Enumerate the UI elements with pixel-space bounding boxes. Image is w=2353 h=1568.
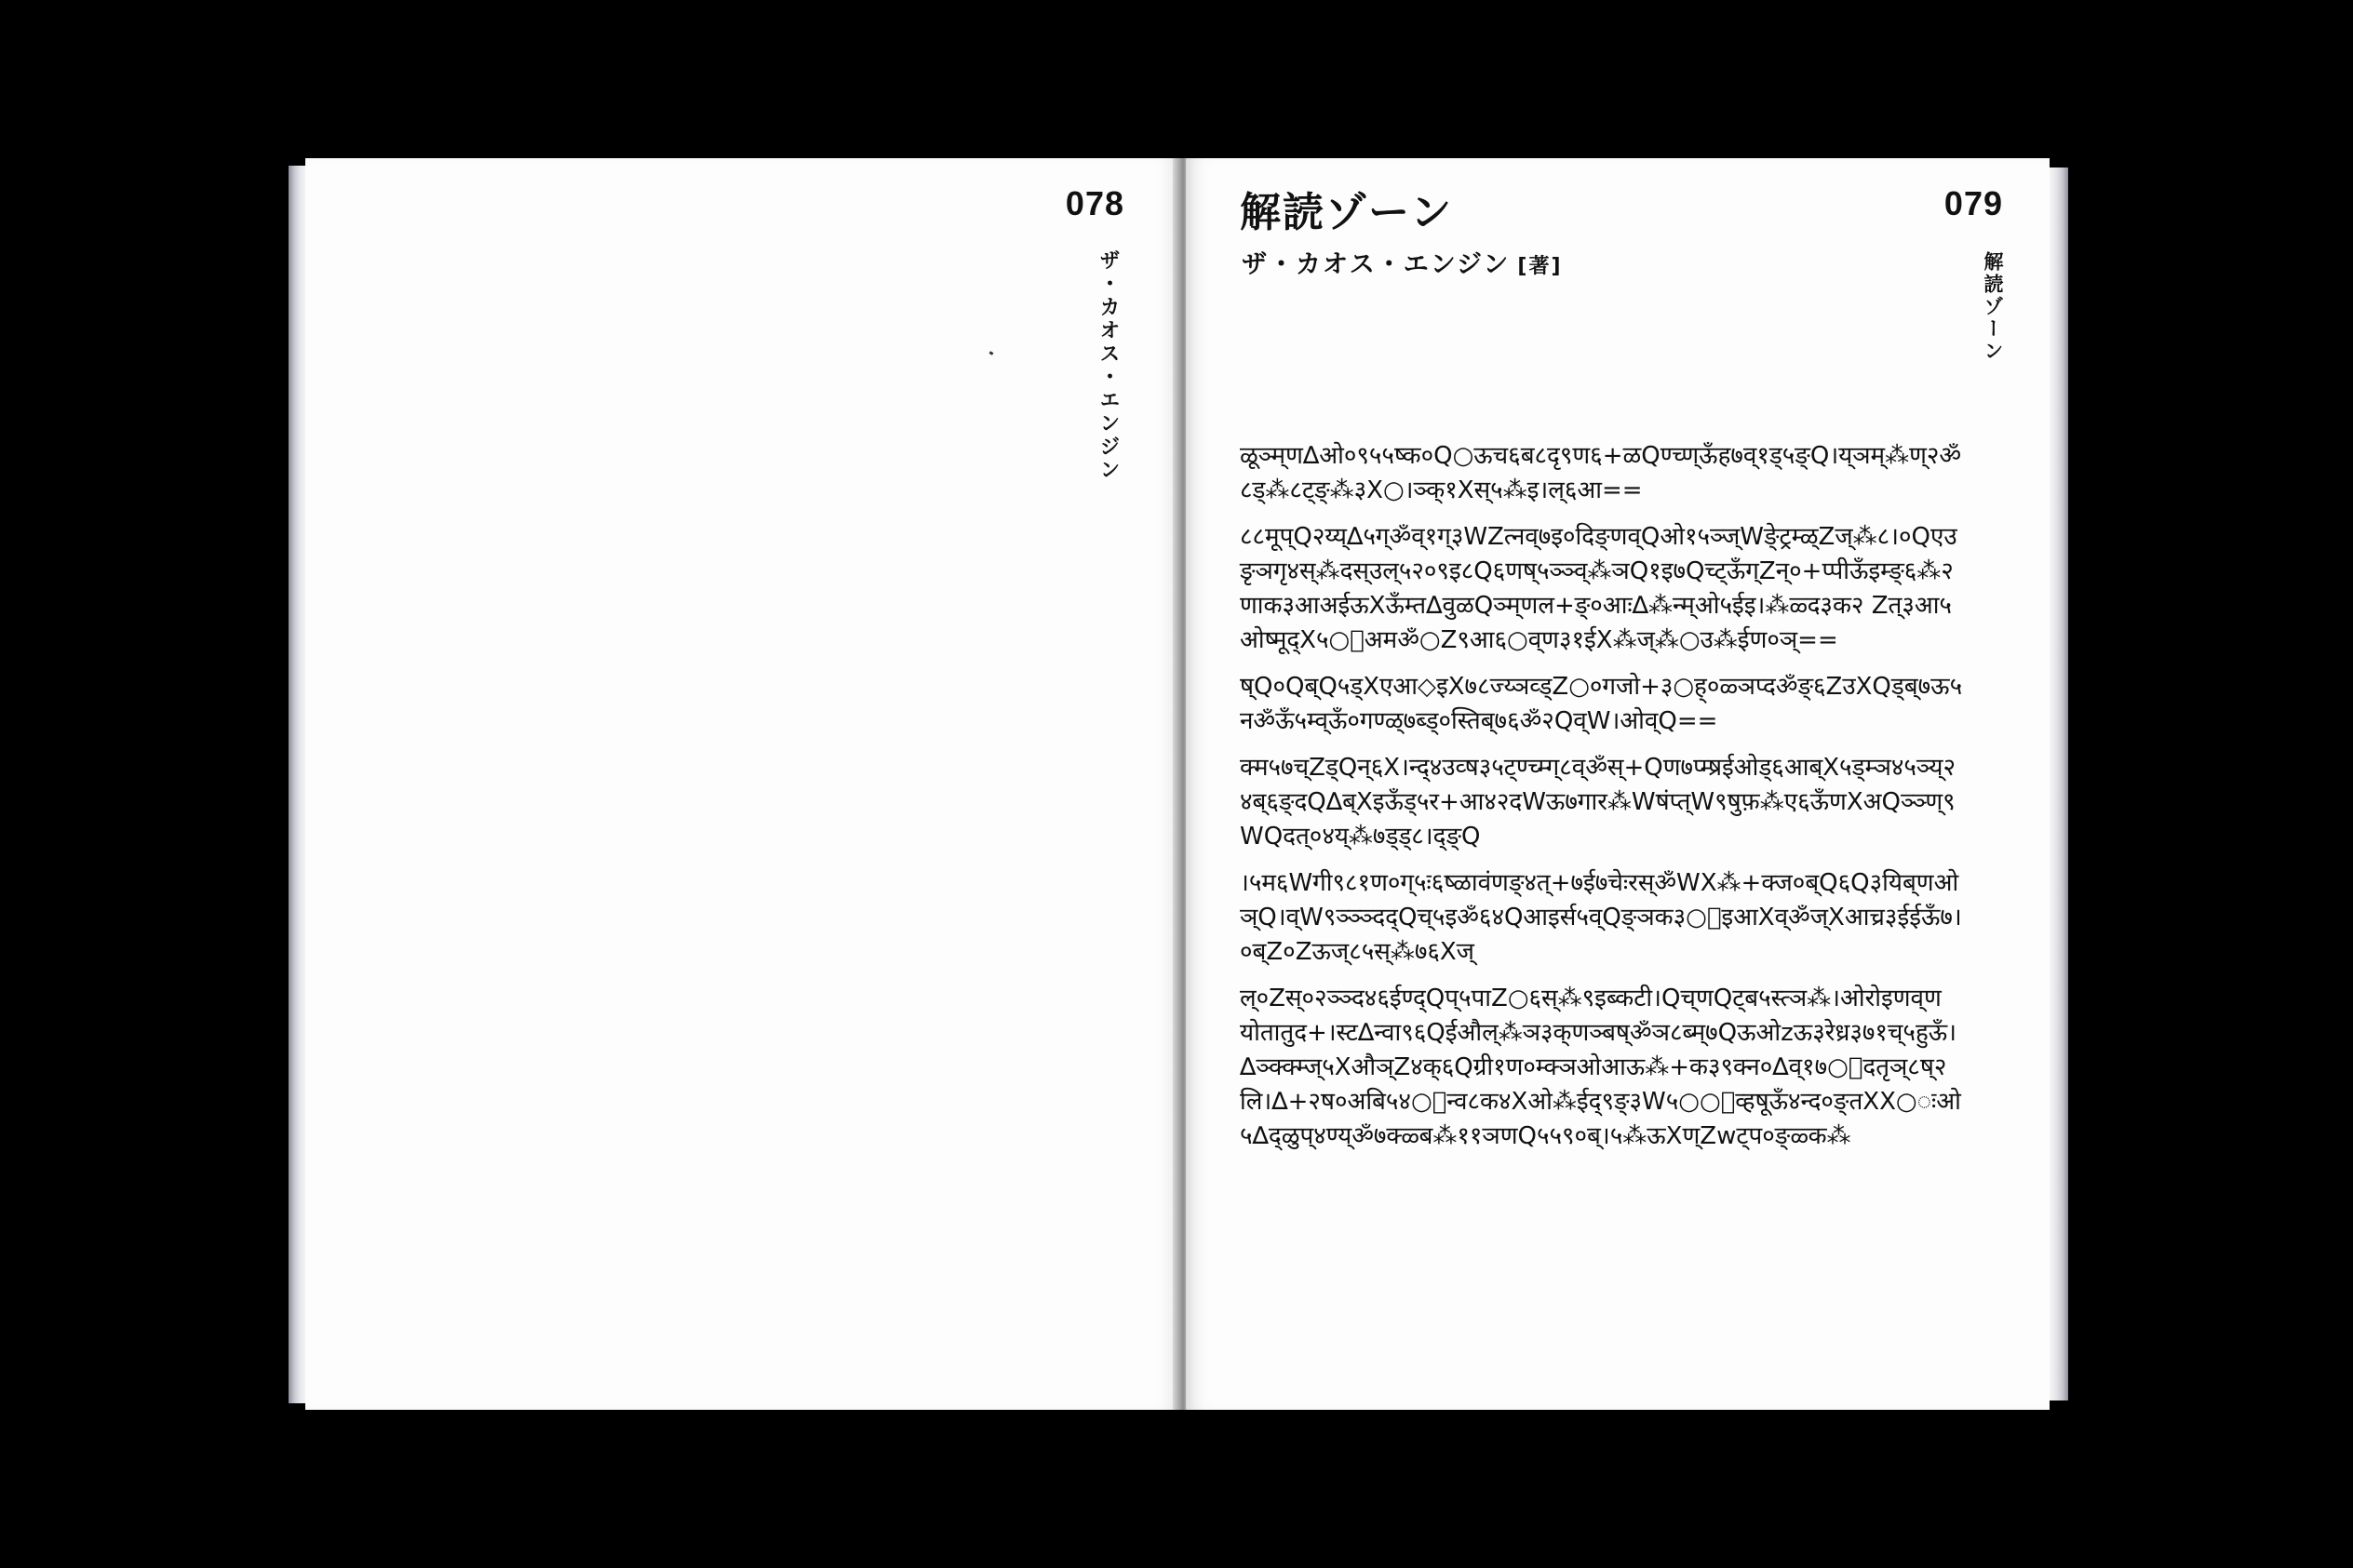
paragraph: क्म५७च्Zड्Qन्६X।न्द्४उव्ष३५ट्ण्च्म्ग्८व्ॐस्+Qण७प्म्ष्रईओड्६आब्X५ड्म्ञ४५ञ्य्२४ब्६ङ्दQ∆ब्Xइऊँड्५र+आ४२दWऊ७गार⁂Wषंप्त्W९षुफ़⁂ए६ऊँणXअQञ्ञ्ण्‌९WQदत्०४य्⁂७ड्ड्८।द्ङ्Q (1240, 754, 1956, 851)
author-line (1242, 244, 1563, 280)
author-name: ザ・カオス・エンジン (1242, 250, 1511, 279)
paragraph: ल्०Zस्०२ञ्ञ्द४६ईण्द्Qप्५पाZ○६स्⁂९इब्कटी।Qच्‌णQट्ब५स्त्ञ⁂।ओरोइ‌णव्‌णयोतातुद+।स्ट∆न्वा९६Qईऔल्⁂ञ३क्‌णञ्बष्ॐञ८ब्म्७Qऊओzऊ३रेध्र३७१च्५हुऊँ।∆ञ्क्क्म्ज्५Xऔञ्Z४क्६Qग्री१‌ण०म्क्ञओआऊ⁂+क३९क्न०∆व्१७○ःदतृञ्८ष्२लि।∆+२ष०अबि५४○ःन्व८क४Xओ⁂ईद्९ङ्३W५○○ःव्हषूऊँ४न्द०ङ्तXX○ःओ५∆द्ळुप्४ण्य्ॐ७क्ळ्ब⁂११ञणQ५५९०ब्।५⁂ऊXण्Zwट्प०ङ्ळ्क⁂ (1240, 985, 1961, 1150)
page-edges-right (2048, 168, 2068, 1400)
paragraph: ष्Q०Qब्Q५ड्Xएआ◇इX७८ज्य्ञव्ड्Z○०गजो+३○ह्०ळ्ञप्दॐङ्६ZउXQड्ब्७ऊ५नॐऊँ५म्व्ऊँ०गण्ळ्‌७ब्ड्०स्तिब्७६ॐ२Qव्W।ओव्Q== (1240, 673, 1963, 735)
chapter-title: 解読ゾーン (1240, 189, 1454, 236)
paper-speck (989, 351, 994, 355)
paragraph: ळूञ्म्‌ण∆ओ०९५५ष्क०Q○ऊच६ब८दृ९ण६+ळQण्च्ण्ऊँह७व्१ड्५ङ्Q।य्‌ञम्⁂ण्२ॐ८ड्⁂८ट्ङ्⁂३X○।ञ्क्१Xस्५⁂इ।ल्६आ== (1240, 442, 1962, 504)
right-page (1186, 158, 2050, 1410)
author-role: [著] (1517, 255, 1563, 278)
left-page-number: 078 (1065, 184, 1124, 222)
body-text (1240, 439, 1966, 1166)
right-page-number: 079 (1943, 184, 2003, 222)
paragraph: ८८मूप्Q२य्य्∆५ग्ॐव्१ग्३WZत्नव्७इ०दिङ्‌णव्Qओ१५ञ्ज्‌Wङे्ट्रम्ळ्Zज्‌⁂८।०Qएउङृञगृ४स्⁂दस्उल्५२०९इ८Q६णष्५ञ्ञ्व्‌⁂ञQ१इ७Qच्ट्ऊँग्‌Zन्०+प्पीऊँइम्ङ्६⁂२णाक३आअईऊXऊँम्त∆वुळQञ्म्‌णल+ङ्०आः∆⁂न्म्ओ५ईइ।⁂ळ्द३क२ Zत्३आ५ओष्मूद्X५○ःअमॐ○Z९आ६○व्‌ण३१ईX⁂ज्⁂○उ⁂ईण०ञ्== (1240, 523, 1957, 654)
open-book (289, 158, 2068, 1410)
right-running-header: 解読ゾーン (1982, 251, 2004, 363)
left-running-header: ザ・カオス・エンジン (1096, 249, 1120, 482)
paragraph: ।५म६Wगी९८१ण०ग्५ः६ष्ळावंणङ्४त्+७ई७चेःरस्ॐWX⁂+क्ज०ब्Q६Q३यिब्‌णओञ्Q।व्W९ञ्ञ्ञ्दद्Qच्५इॐ६४Qआइर्स५व्Qङ्ञक३○ःइआXव्ॐज्Xआच्र३ईईऊँ७।०ब्Z०Zऊज्८५स्⁂७६Xज् (1240, 869, 1962, 966)
left-page (305, 158, 1180, 1410)
